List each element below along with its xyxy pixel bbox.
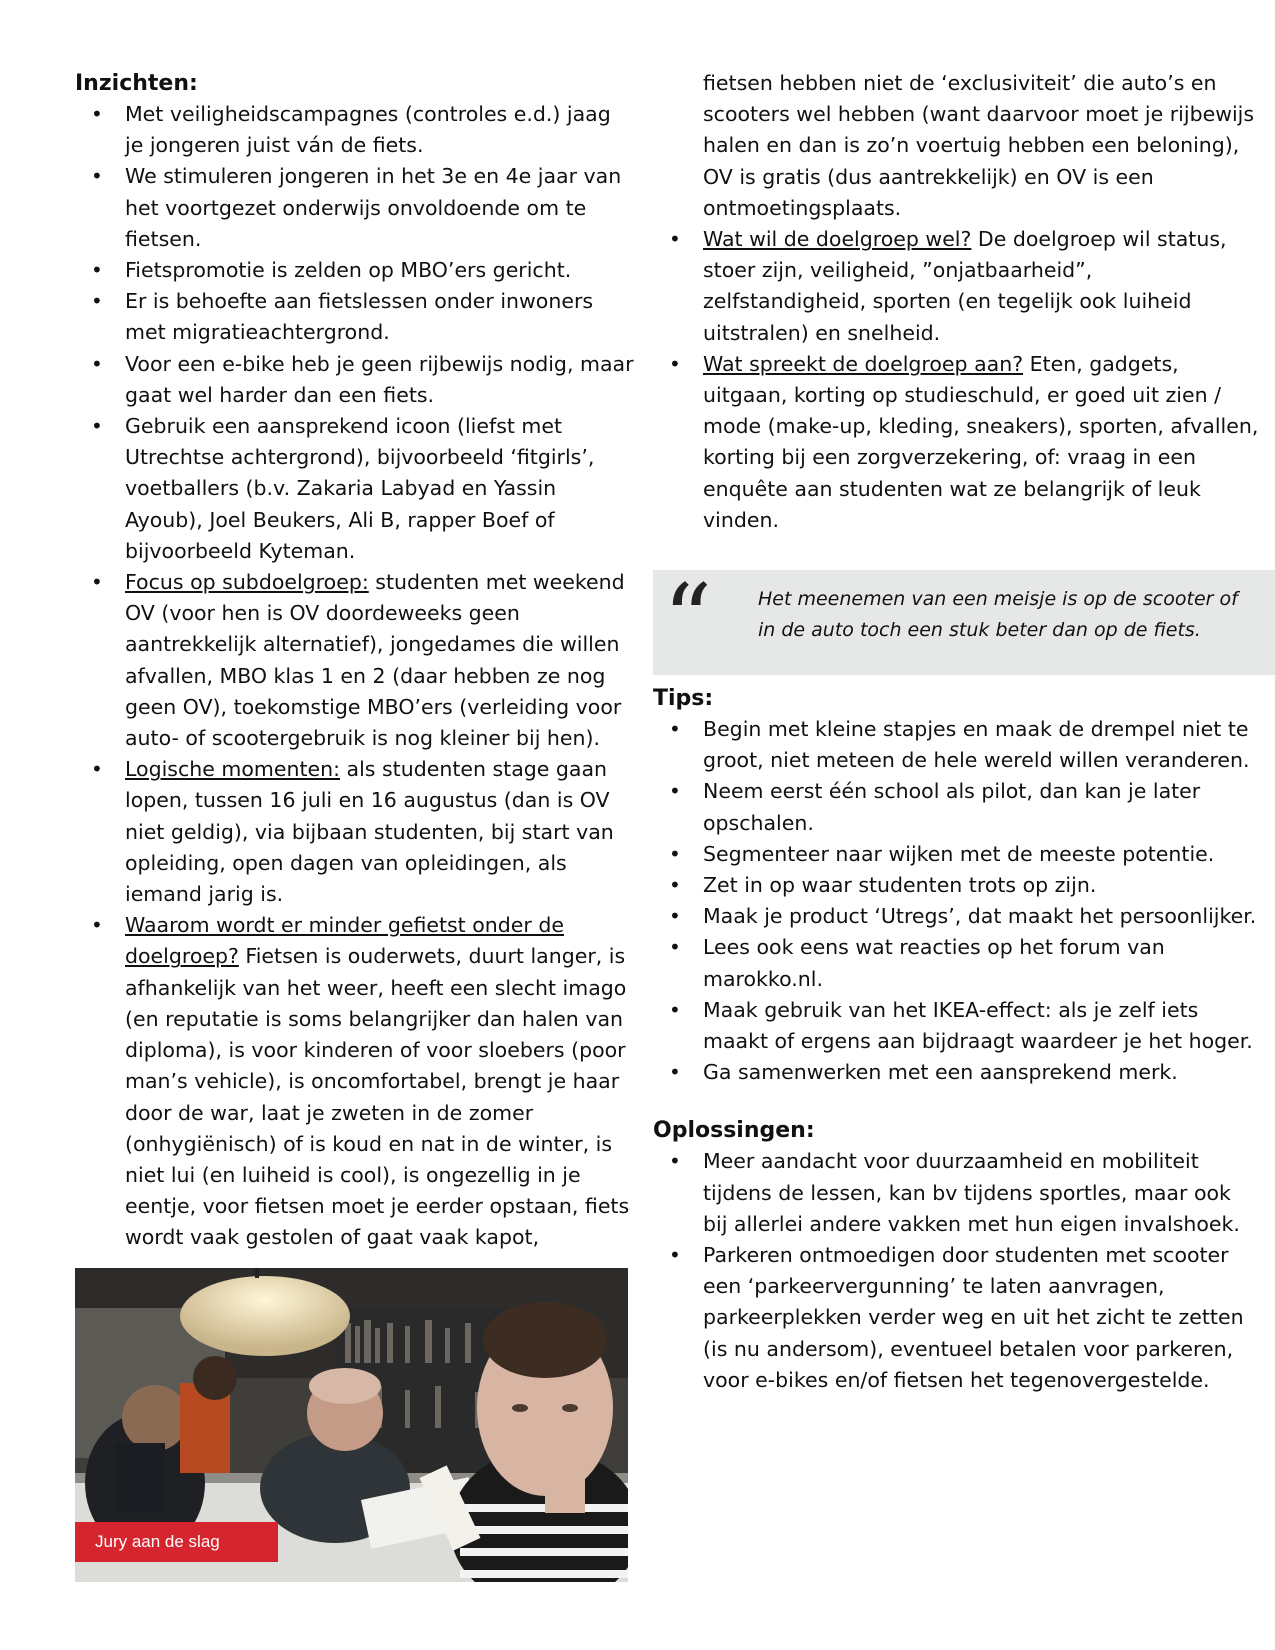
list-item: • Focus op subdoelgroep: studenten met weekend OV (voor hen is OV doordeweeks geen aantrekkelijk alternatief), jongedames die willen afvallen, MBO klas 1 en 2 (daar hebben ze nog geen OV), toekomstige MBO’ers (verleiding voor auto- of scootergebruik is nog kleiner bij hen).: [75, 567, 635, 754]
bullet-icon: •: [669, 717, 681, 741]
list-item: • Voor een e-bike heb je geen rijbewijs nodig, maar gaat wel harder dan een fiets.: [75, 349, 635, 411]
list-item: • Gebruik een aansprekend icoon (liefst met Utrechtse achtergrond), bijvoorbeeld ‘fitgirls’, voetballers (b.v. Zakaria Labyad en Yassin Ayoub), Joel Beukers, Ali B, rapper Boef of bijvoorbeeld Kyteman.: [75, 411, 635, 567]
bullet-icon: •: [669, 227, 681, 252]
bullet-icon: •: [669, 904, 681, 929]
photo-caption: Jury aan de slag: [75, 1522, 278, 1562]
list-item: • Wat wil de doelgroep wel? De doelgroep wil status, stoer zijn, veiligheid, ”onjatbaarheid”, zelfstandigheid, sporten (en tegelijk ook luiheid uitstralen) en snelheid.: [653, 224, 1260, 349]
bullet-icon: •: [669, 873, 681, 898]
bullet-icon: •: [91, 414, 103, 439]
bullet-icon: •: [91, 913, 103, 938]
oplossingen-heading: Oplossingen:: [653, 1118, 815, 1144]
bullet-icon: •: [669, 1149, 681, 1174]
list-item-lead: Wat spreekt de doelgroep aan?: [703, 351, 1024, 376]
bullet-icon: •: [669, 1243, 681, 1268]
inzichten-list: [75, 99, 635, 1254]
right-column: [653, 68, 1260, 536]
bullet-icon: •: [91, 757, 103, 782]
list-item: • Segmenteer naar wijken met de meeste potentie.: [653, 839, 1260, 870]
bullet-icon: •: [669, 935, 681, 960]
inzichten-continuation: fietsen hebben niet de ‘exclusiviteit’ die auto’s en scooters wel hebben (want daarvoor moet je rijbewijs halen en dan is zo’n voertuig hebben een beloning), OV is gratis (dus aantrekkelijk) en OV is een ontmoetingsplaats.: [703, 71, 1255, 220]
list-item: • We stimuleren jongeren in het 3e en 4e jaar van het voortgezet onderwijs onvoldoende om te fietsen.: [75, 161, 635, 255]
bullet-icon: •: [91, 258, 103, 283]
tips-section: [653, 683, 1260, 1396]
bullet-icon: •: [669, 997, 681, 1022]
list-item: • Met veiligheidscampagnes (controles e.d.) jaag je jongeren juist ván de fiets.: [75, 99, 635, 161]
list-item: • Ga samenwerken met een aansprekend merk.: [653, 1057, 1260, 1088]
list-item: • Wat spreekt de doelgroep aan? Eten, gadgets, uitgaan, korting op studieschuld, er goed uit zien / mode (make-up, kleding, sneakers), sporten, afvallen, korting bij een zorgverzekering, of: vraag in een enquête aan studenten wat ze belangrijk of leuk vinden.: [653, 349, 1260, 536]
quote-icon: “: [663, 564, 713, 676]
list-item-lead: Logische momenten:: [125, 757, 341, 782]
list-item: • Maak je product ‘Utregs’, dat maakt het persoonlijker.: [653, 901, 1260, 932]
oplossingen-list: [653, 1146, 1260, 1396]
bullet-icon: •: [669, 1060, 681, 1085]
list-item: • Parkeren ontmoedigen door studenten met scooter een ‘parkeervergunning’ te laten aanvragen, parkeerplekken verder weg en uit het zicht te zetten (is nu andersom), eventueel betalen voor parkeren, voor e-bikes en/of fietsen het tegenovergestelde.: [653, 1240, 1260, 1396]
list-item: • Neem eerst één school als pilot, dan kan je later opschalen.: [653, 776, 1260, 838]
list-item-lead: Waarom wordt er minder gefietst onder de doelgroep?: [125, 913, 564, 969]
list-item: • Maak gebruik van het IKEA-effect: als je zelf iets maakt of ergens aan bijdraagt waardeer je het hoger.: [653, 995, 1260, 1057]
bullet-icon: •: [91, 164, 103, 189]
bullet-icon: •: [91, 289, 103, 314]
bullet-icon: •: [669, 779, 681, 804]
list-item: • Begin met kleine stapjes en maak de drempel niet te groot, niet meteen de hele wereld willen veranderen.: [653, 714, 1260, 776]
quote-text: Het meenemen van een meisje is op de scooter of in de auto toch een stuk beter dan op de fiets.: [758, 588, 1238, 641]
bullet-icon: •: [669, 351, 681, 376]
tips-heading: Tips:: [653, 686, 714, 711]
list-item-lead: Wat wil de doelgroep wel?: [703, 227, 972, 252]
quote-box: [653, 564, 1275, 676]
tips-list: [653, 714, 1260, 1088]
list-item: • Lees ook eens wat reacties op het forum van marokko.nl.: [653, 932, 1260, 994]
inzichten-list-continued: [653, 224, 1260, 536]
bullet-icon: •: [669, 841, 681, 866]
list-item: • Zet in op waar studenten trots op zijn.: [653, 870, 1260, 901]
bullet-icon: •: [91, 570, 103, 595]
list-item-lead: Focus op subdoelgroep:: [125, 570, 369, 595]
left-column: [75, 68, 635, 1254]
list-item: • Logische momenten: als studenten stage gaan lopen, tussen 16 juli en 16 augustus (dan is OV niet geldig), via bijbaan studenten, bij start van opleiding, open dagen van opleidingen, als iemand jarig is.: [75, 754, 635, 910]
list-item: • Meer aandacht voor duurzaamheid en mobiliteit tijdens de lessen, kan bv tijdens sportles, maar ook bij allerlei andere vakken met hun eigen invalshoek.: [653, 1146, 1260, 1240]
bullet-icon: •: [91, 102, 103, 126]
list-item: • Fietspromotie is zelden op MBO’ers gericht.: [75, 255, 635, 286]
list-item: • Er is behoefte aan fietslessen onder inwoners met migratieachtergrond.: [75, 286, 635, 348]
inzichten-heading: Inzichten:: [75, 71, 198, 96]
list-item: • Waarom wordt er minder gefietst onder de doelgroep? Fietsen is ouderwets, duurt langer, is afhankelijk van het weer, heeft een slecht imago (en reputatie is soms belangrijker dan halen van diploma), is voor kinderen of voor sloebers (poor man’s vehicle), is oncomfortabel, brengt je haar door de war, laat je zweten in de zomer (onhygiënisch) of is koud en nat in de winter, is niet lui (en luiheid is cool), is ongezellig in je eentje, voor fietsen moet je eerder opstaan, fiets wordt vaak gestolen of gaat vaak kapot,: [75, 910, 635, 1253]
bullet-icon: •: [91, 351, 103, 376]
